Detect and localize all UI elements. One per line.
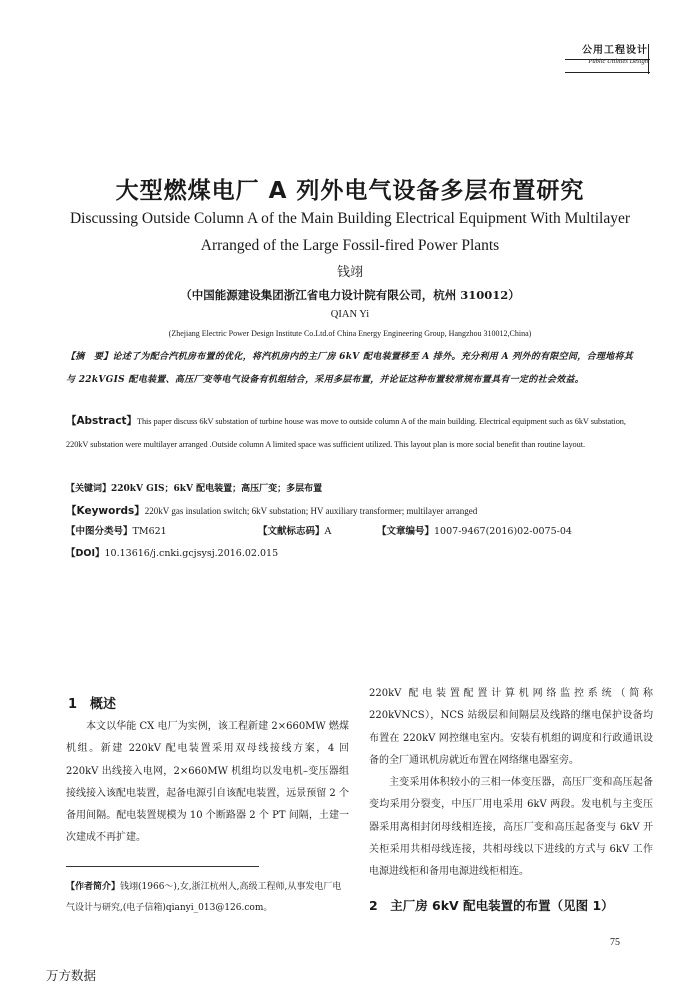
author-footnote [66,877,349,919]
doi [66,543,636,565]
keywords-zh [66,478,636,501]
right-paragraph-1: 220kV 配电装置配置计算机网络监控系统（简称 220kVNCS），NCS 站级层和间隔层及线路的继电保护设备均布置在 220kV 网控继电室内。安装有机组的调度和行政通讯设备的全厂通讯机房就近布置在网络继电器室旁。 [369,688,653,766]
article-number: 【文章编号】1007-9467(2016)02-0075-04 [377,526,572,537]
author-en: QIAN Yi [330,309,370,320]
document-code: 【文献标志码】A [258,526,332,537]
keywords-zh-text: 220kV GIS；6kV 配电装置；高压厂变；多层布置 [111,484,323,494]
left-column [66,716,349,850]
header-rule-top [565,59,650,60]
footnote-label: 【作者简介】 [66,882,121,892]
clc-code: 【中图分类号】TM621 [66,526,167,537]
author-zh: 钱翊 [336,265,363,280]
abstract-zh-text: 论述了为配合汽机房布置的优化，将汽机房内的主厂房 6kV 配电装置移至 A 排外。充分利用 A 列外的有限空间，合理地将其与 22kVGIS 配电装置、高压厂变等电气设备有机组结合，采用多层布置，并论证这种布置较常规布置具有一定的社会效益。 [66,352,634,385]
header-vertical-rule [648,44,649,74]
abstract-zh [66,346,636,391]
header-rule-bottom [565,72,650,73]
running-header [582,46,648,66]
watermark: 万方数据 [46,968,97,983]
abstract-en-label: 【Abstract】 [66,415,137,427]
keywords-en-label: 【Keywords】 [66,505,145,517]
keywords-zh-label: 【关键词】 [66,484,112,494]
footnote-rule [66,866,259,867]
abstract-en-text: This paper discuss 6kV substation of turbine house was move to outside column A of the main building. Electrical equipment such as 6kV substation, 220kV substation were multilayer arranged .Outside column A limited space was sufficient utilized. This layout plan is more social benefit than routine layout. [66,417,626,449]
classification-row [66,521,636,543]
affiliation-zh: （中国能源建设集团浙江省电力设计院有限公司，杭州 310012） [180,288,520,302]
abstract-en [66,410,636,456]
section-1-heading: 1 概述 [68,697,117,712]
section-2-heading: 2 主厂房 6kV 配电装置的布置（见图 1） [369,898,614,913]
affiliation-en: (Zhejiang Electric Power Design Institute Co.Ltd.of China Energy Engineering Group, Hangzhou 310012,China) [168,329,532,338]
section-1-paragraph: 本文以华能 CX 电厂为实例，该工程新建 2×660MW 燃煤机组。新建 220kV 配电装置采用双母线接线方案，4 回 220kV 出线接入电网，2×660MW 机组均以发电机–变压器组接线接入该配电装置，起备电源引自该配电装置，远景预留 2 个备用间隔。配电装置规模为 10 个断路器 2 个 PT 间隔，土建一次建成不再扩建。 [66,721,349,844]
title-zh: 大型燃煤电厂 A 列外电气设备多层布置研究 [115,178,585,204]
journal-name-zh: 公用工程设计 [582,45,648,56]
keywords-en [66,500,636,523]
footnote-text: 钱翊(1966～),女,浙江杭州人,高级工程师,从事发电厂电气设计与研究,(电子信箱)qianyi_013@126.com。 [66,882,342,913]
right-paragraph-2: 主变采用体积较小的三相一体变压器，高压厂变和高压起备变均采用分裂变，中压厂用电采用 6kV 两段。发电机与主变压器采用离相封闭母线相连接，高压厂变和高压起备变与 6kV 开关柜采用共相母线连接，共相母线以下进线的方式与 6kV 工作电源进线柜和备用电源进线柜相连。 [369,777,653,878]
abstract-zh-label: 【摘 要】 [66,352,113,362]
keywords-en-text: 220kV gas insulation switch; 6kV substation; HV auxiliary transformer; multilayer arranged [144,506,478,516]
journal-name-en: Public Utilities Design [588,58,648,65]
page-number: 75 [610,937,620,948]
doi-value: 10.13616/j.cnki.gcjsysj.2016.02.015 [104,548,279,559]
title-en: Discussing Outside Column A of the Main Building Electrical Equipment With Multilayer Arranged of the Large Fossil-fired Power Plants [69,210,631,254]
doi-label: 【DOI】 [66,548,105,559]
right-column [369,683,653,884]
